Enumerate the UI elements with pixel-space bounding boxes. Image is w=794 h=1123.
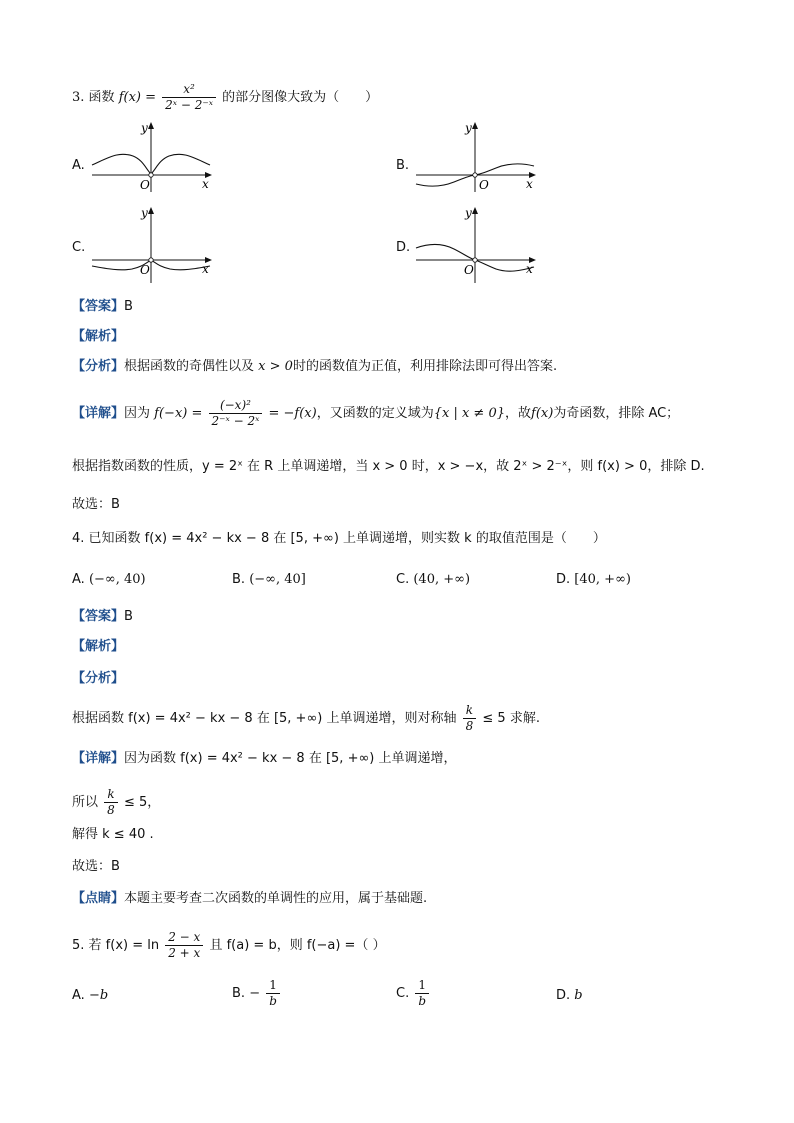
- fraction-numerator: 1: [415, 978, 429, 994]
- q4-answer: [72, 608, 133, 626]
- q5-stem: [72, 930, 386, 961]
- detail-math: = −f(x): [268, 406, 317, 421]
- fraction: [104, 787, 118, 818]
- detail-tag: 【详解】: [72, 751, 125, 766]
- fenxi-tag: 【分析】: [72, 359, 125, 374]
- option-label: B.: [232, 986, 246, 1001]
- option-sign: −: [249, 986, 261, 1001]
- y-label: y: [465, 206, 472, 220]
- fraction-numerator: x²: [162, 82, 216, 98]
- q4-detail-line-2: [72, 787, 160, 818]
- stem-text: 的部分图像大致为（ ）: [222, 90, 379, 105]
- dianjing-tag: 【点睛】: [72, 891, 125, 906]
- q3-detail-line-1: [72, 398, 679, 429]
- q4-fenxi-text: [72, 703, 540, 734]
- origin-label: O: [140, 263, 150, 277]
- x-label: x: [526, 177, 533, 191]
- q3-analysis-heading: [72, 328, 124, 346]
- option-label: D.: [556, 572, 571, 587]
- q3-stem: [72, 82, 378, 113]
- option-value: −b: [88, 988, 109, 1003]
- detail-text: ，故: [505, 406, 532, 421]
- detail-math: f(x): [531, 406, 554, 421]
- fenxi-math: x > 0: [258, 359, 293, 374]
- option-value: b: [574, 988, 583, 1003]
- q4-option-b: [232, 572, 306, 587]
- q4-detail-line-1: [72, 750, 457, 768]
- q3-choose: 故选：B: [72, 497, 120, 512]
- x-label: x: [526, 262, 533, 276]
- detail-math: {x | x ≠ 0}: [433, 406, 505, 421]
- option-label: A.: [72, 572, 85, 587]
- y-axis-arrow: [148, 207, 154, 214]
- stem-text: 5. 若 f(x) = ln: [72, 938, 160, 953]
- origin-hole: [149, 173, 153, 177]
- y-label: y: [141, 121, 148, 135]
- option-label-a: A.: [72, 158, 85, 173]
- origin-label: O: [140, 178, 150, 192]
- q4-dianjing: [72, 890, 427, 908]
- q5-option-c: [396, 978, 431, 1009]
- fenxi-text: 根据函数 f(x) = 4x² − kx − 8 在 [5, +∞) 上单调递增，则对称轴: [72, 711, 457, 726]
- y-label: y: [141, 206, 148, 220]
- q3-detail-line-2: 根据指数函数的性质，y = 2ˣ 在 R 上单调递增，当 x > 0 时，x > −x，故 2ˣ > 2⁻ˣ，则 f(x) > 0，排除 D.: [72, 459, 705, 474]
- option-value: (−∞, 40]: [249, 572, 306, 587]
- option-label: B.: [232, 572, 246, 587]
- stem-text: 函数: [88, 90, 115, 105]
- q4-stem: 4. 已知函数 f(x) = 4x² − kx − 8 在 [5, +∞) 上单调递增，则实数 k 的取值范围是（ ）: [72, 531, 606, 546]
- x-label: x: [202, 177, 209, 191]
- option-label: C.: [396, 986, 410, 1001]
- detail-text: 所以: [72, 795, 99, 810]
- graph-a: [88, 118, 218, 196]
- fenxi-text: 时的函数值为正值，利用排除法即可得出答案.: [292, 359, 558, 374]
- q4-option-d: [556, 572, 631, 587]
- origin-label: O: [479, 178, 489, 192]
- q4-option-c: [396, 572, 470, 587]
- q4-choose: 故选：B: [72, 859, 120, 874]
- option-value: (40, +∞): [413, 572, 471, 587]
- fenxi-text: ≤ 5 求解.: [482, 711, 540, 726]
- stem-text: 且 f(a) = b，则 f(−a) =（ ）: [209, 938, 386, 953]
- fraction-numerator: (−x)²: [209, 398, 263, 414]
- fraction-denominator: b: [269, 994, 277, 1008]
- fraction-denominator: 8: [107, 803, 115, 817]
- fraction: [209, 398, 263, 429]
- x-label: x: [202, 262, 209, 276]
- fraction: [463, 703, 477, 734]
- q5-option-d: [556, 988, 583, 1003]
- q5-option-b: [232, 978, 282, 1009]
- y-label: y: [465, 121, 472, 135]
- fraction-numerator: k: [104, 787, 118, 803]
- y-axis-arrow: [472, 207, 478, 214]
- fraction-denominator: 2⁻ˣ − 2ˣ: [211, 414, 260, 428]
- q5-option-a: [72, 988, 108, 1003]
- option-label-d: D.: [396, 240, 411, 255]
- answer-value: B: [124, 299, 133, 314]
- function-expression: f(x) =: [118, 90, 157, 105]
- fraction-denominator: 2ˣ − 2⁻ˣ: [165, 98, 213, 112]
- q3-answer: [72, 298, 133, 316]
- detail-text: 因为函数 f(x) = 4x² − kx − 8 在 [5, +∞) 上单调递增，: [124, 751, 457, 766]
- answer-value: B: [124, 609, 133, 624]
- detail-text: 因为: [124, 406, 151, 421]
- answer-tag: 【答案】: [72, 299, 125, 314]
- fenxi-text: 根据函数的奇偶性以及: [124, 359, 255, 374]
- detail-tag: 【详解】: [72, 406, 125, 421]
- option-label-c: C.: [72, 240, 86, 255]
- origin-label: O: [464, 263, 474, 277]
- option-value: [40, +∞): [574, 572, 631, 587]
- option-label: A.: [72, 988, 85, 1003]
- origin-hole: [473, 173, 477, 177]
- fraction-numerator: k: [463, 703, 477, 719]
- graph-b: [412, 118, 542, 196]
- y-axis-arrow: [148, 122, 154, 129]
- option-value: (−∞, 40): [88, 572, 146, 587]
- analysis-tag: 【解析】: [72, 639, 125, 654]
- graph-c: [88, 203, 218, 285]
- fraction: [162, 82, 216, 113]
- dianjing-text: 本题主要考查二次函数的单调性的应用，属于基础题.: [124, 891, 428, 906]
- q4-option-a: [72, 572, 146, 587]
- fraction: [415, 978, 429, 1009]
- option-label: C.: [396, 572, 410, 587]
- option-label-b: B.: [396, 158, 410, 173]
- origin-hole: [473, 258, 477, 262]
- detail-text: 为奇函数，排除 AC；: [553, 406, 680, 421]
- fraction-numerator: 1: [266, 978, 280, 994]
- q4-analysis-heading: [72, 638, 124, 656]
- option-label: D.: [556, 988, 571, 1003]
- analysis-tag: 【解析】: [72, 329, 125, 344]
- q3-fenxi: [72, 358, 557, 376]
- question-number: 3.: [72, 90, 85, 105]
- fenxi-tag: 【分析】: [72, 671, 125, 686]
- fraction-denominator: b: [418, 994, 427, 1008]
- detail-text: ≤ 5，: [123, 795, 161, 810]
- fraction: [266, 978, 280, 1009]
- q4-detail-line-3: 解得 k ≤ 40 .: [72, 827, 154, 842]
- q4-fenxi-heading: [72, 670, 124, 688]
- fraction-numerator: 2 − x: [165, 930, 203, 946]
- answer-tag: 【答案】: [72, 609, 125, 624]
- origin-hole: [149, 258, 153, 262]
- fraction-denominator: 8: [465, 719, 474, 733]
- fraction-denominator: 2 + x: [168, 946, 201, 960]
- detail-text: ，又函数的定义域为: [316, 406, 434, 421]
- graph-d: [412, 203, 542, 285]
- y-axis-arrow: [472, 122, 478, 129]
- fraction: [165, 930, 203, 961]
- detail-math: f(−x) =: [154, 406, 203, 421]
